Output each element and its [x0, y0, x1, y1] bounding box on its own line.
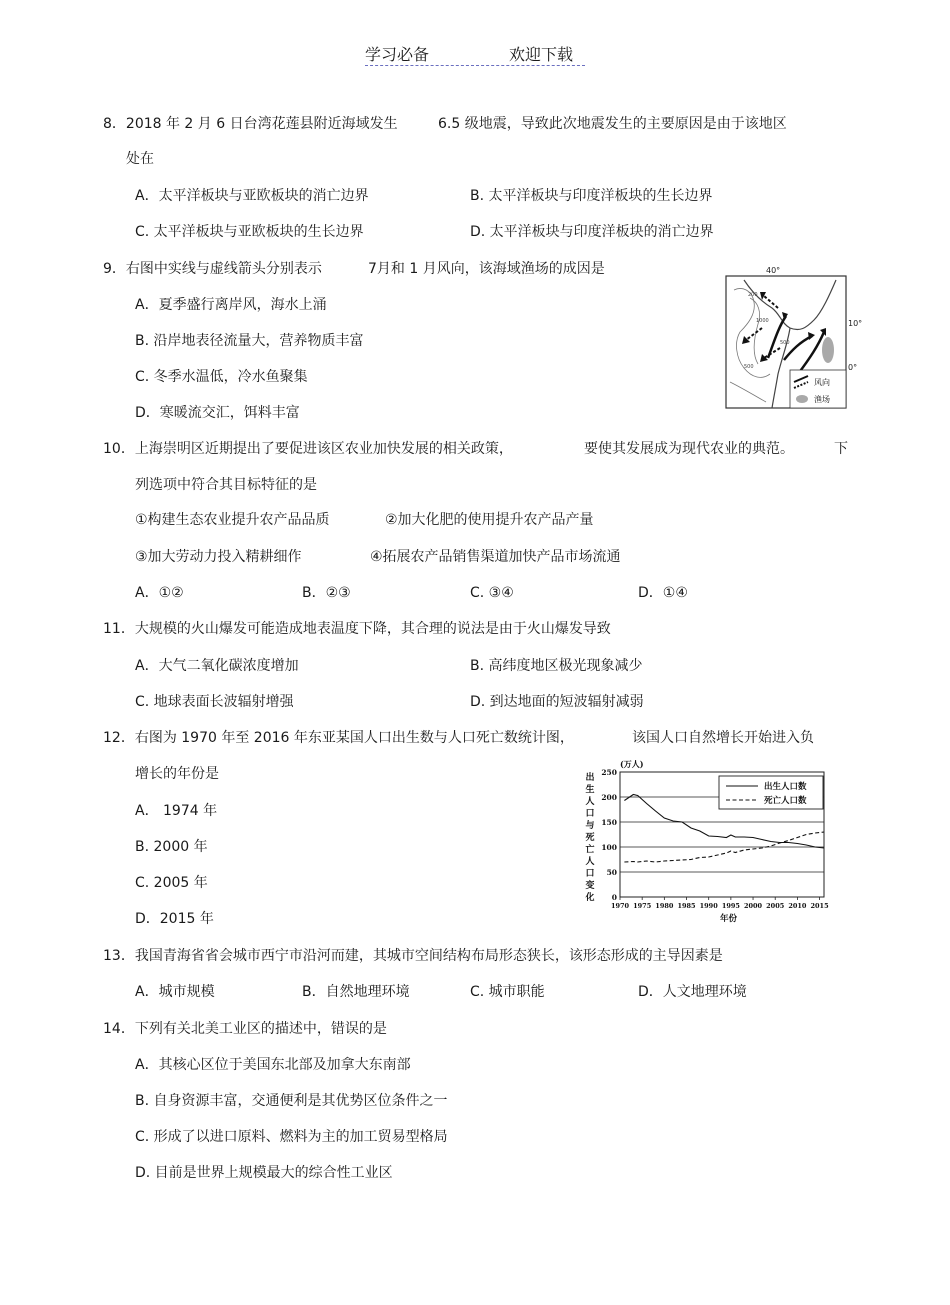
- data-point: [761, 847, 762, 848]
- data-point: [797, 837, 798, 838]
- data-point: [624, 861, 625, 862]
- data-point: [823, 831, 824, 832]
- q10-statement-3: ③加大劳动力投入精耕细作: [135, 549, 302, 565]
- lat-10-label: 10°: [848, 319, 862, 328]
- q9-option-b: B. 沿岸地表径流量大，营养物质丰富: [135, 333, 364, 349]
- population-chart: [580, 758, 840, 926]
- contour-500-label: 500: [744, 364, 754, 370]
- ylabel-char: 亡: [585, 845, 595, 855]
- data-point: [637, 861, 638, 862]
- header-left: 学习必备: [365, 45, 430, 64]
- q11-option-c: C. 地球表面长波辐射增强: [135, 694, 294, 710]
- q11-option-d: D. 到达地面的短波辐射减弱: [470, 694, 644, 710]
- y-tick-label: 0: [611, 893, 617, 902]
- data-point: [646, 803, 647, 804]
- data-point: [717, 854, 718, 855]
- ylabel-char: 人: [585, 797, 595, 807]
- q13-option-d: D．人文地理环境: [638, 984, 747, 1000]
- data-point: [815, 846, 816, 847]
- data-point: [797, 843, 798, 844]
- data-point: [744, 849, 745, 850]
- q12-option-a: A． 1974 年: [135, 803, 218, 819]
- q12-stem-a: 12．右图为 1970 年至 2016 年东亚某国人口出生数与人口死亡数统计图，: [103, 730, 574, 746]
- data-point: [752, 848, 753, 849]
- chart-x-label: 年份: [720, 914, 738, 924]
- q12-option-b: B. 2000 年: [135, 839, 208, 855]
- q10-option-a: A．①②: [135, 585, 184, 601]
- ylabel-char: 生: [585, 785, 595, 795]
- x-tick-label: 1970: [610, 902, 630, 910]
- ylabel-char: 变: [585, 881, 595, 891]
- ylabel-char: 口: [585, 809, 595, 819]
- x-tick-label: 2000: [743, 902, 763, 910]
- chart-ylabel: [584, 771, 594, 903]
- data-point: [624, 800, 625, 801]
- q8-stem-a: 8．2018 年 2 月 6 日台湾花莲县附近海域发生: [103, 116, 398, 132]
- q10-statement-2: ②加大化肥的使用提升农产品产量: [385, 512, 594, 528]
- data-point: [673, 860, 674, 861]
- q10-option-b: B．②③: [302, 585, 351, 601]
- ylabel-char: 人: [585, 857, 595, 867]
- q10-option-c: C. ③④: [470, 585, 514, 601]
- data-point: [655, 810, 656, 811]
- data-point: [664, 817, 665, 818]
- x-tick-label: 2010: [788, 902, 807, 910]
- q10-stem-c: 下: [834, 441, 848, 457]
- fishing-ground-shape: [822, 337, 834, 363]
- contour-200-label: 200: [748, 292, 758, 298]
- q10-statement-4: ④拓展农产品销售渠道加快产品市场流通: [370, 549, 621, 565]
- x-tick-label: 1975: [633, 902, 652, 910]
- q10-stem-a: 10．上海崇明区近期提出了要促进该区农业加快发展的相关政策，: [103, 441, 513, 457]
- header-right: 欢迎下载: [509, 45, 574, 64]
- q9-option-c: C. 冬季水温低，冷水鱼聚集: [135, 369, 308, 385]
- data-point: [806, 844, 807, 845]
- q10-option-d: D．①④: [638, 585, 688, 601]
- data-point: [655, 861, 656, 862]
- data-point: [730, 850, 731, 851]
- q14-option-d: D. 目前是世界上规模最大的综合性工业区: [135, 1165, 393, 1181]
- legend-death-label: 死亡人口数: [764, 796, 807, 806]
- data-point: [633, 861, 634, 862]
- legend-fish-swatch: [796, 395, 808, 403]
- data-point: [779, 842, 780, 843]
- lat-40-label: 40°: [766, 266, 781, 275]
- chart-x-ticks: [611, 897, 829, 910]
- q10-stem-b: 要使其发展成为现代农业的典范。: [584, 441, 794, 457]
- data-point: [735, 836, 736, 837]
- y-tick-label: 150: [601, 818, 617, 827]
- data-point: [717, 836, 718, 837]
- contour-1000-label: 1000: [756, 318, 769, 324]
- legend-birth-label: 出生人口数: [764, 782, 807, 792]
- contour-500-label: 500: [780, 340, 790, 346]
- data-point: [664, 860, 665, 861]
- data-point: [690, 827, 691, 828]
- ylabel-char: 化: [585, 893, 595, 903]
- q13-option-c: C. 城市职能: [470, 984, 545, 1000]
- data-point: [633, 794, 634, 795]
- x-tick-label: 2005: [766, 902, 785, 910]
- data-point: [752, 837, 753, 838]
- q9-stem-b: 7月和 1 月风向，该海域渔场的成因是: [368, 261, 605, 277]
- wind-fishery-map: [722, 262, 862, 412]
- q12-stem-c: 增长的年份是: [135, 766, 219, 782]
- q14-option-c: C. 形成了以进口原料、燃料为主的加工贸易型格局: [135, 1129, 448, 1145]
- data-point: [673, 820, 674, 821]
- y-tick-label: 200: [601, 793, 617, 802]
- lat-0-label: 0°: [848, 363, 858, 372]
- q12-stem-b: 该国人口自然增长开始进入负: [632, 730, 814, 746]
- q13-stem: 13．我国青海省省会城市西宁市沿河而建，其城市空间结构布局形态狭长，该形态形成的主导因素是: [103, 948, 723, 964]
- data-point: [637, 795, 638, 796]
- ylabel-char: 死: [585, 833, 595, 843]
- data-point: [699, 830, 700, 831]
- q10-statement-1: ①构建生态农业提升农产品品质: [135, 512, 330, 528]
- q9-option-a: A．夏季盛行离岸风，海水上涌: [135, 297, 327, 313]
- q8-option-a: A．太平洋板块与亚欧板块的消亡边界: [135, 188, 369, 204]
- q8-option-d: D. 太平洋板块与印度洋板块的消亡边界: [470, 224, 714, 240]
- data-point: [708, 835, 709, 836]
- x-tick-label: 2015: [810, 902, 829, 910]
- q8-stem-b: 6.5 级地震，导致此次地震发生的主要原因是由于该地区: [438, 116, 787, 132]
- data-point: [770, 841, 771, 842]
- data-point: [735, 852, 736, 853]
- q11-stem: 11．大规模的火山爆发可能造成地表温度下降，其合理的说法是由于火山爆发导致: [103, 621, 611, 637]
- data-point: [708, 856, 709, 857]
- y-tick-label: 100: [601, 843, 617, 852]
- q13-option-b: B．自然地理环境: [302, 984, 410, 1000]
- q11-option-a: A．大气二氧化碳浓度增加: [135, 658, 299, 674]
- q13-option-a: A．城市规模: [135, 984, 215, 1000]
- q8-stem-c: 处在: [126, 151, 154, 167]
- data-point: [770, 845, 771, 846]
- data-point: [761, 839, 762, 840]
- x-tick-label: 1980: [655, 902, 674, 910]
- data-point: [806, 834, 807, 835]
- chart-y-ticks: [601, 768, 617, 902]
- data-point: [699, 857, 700, 858]
- q8-option-b: B. 太平洋板块与印度洋板块的生长边界: [470, 188, 713, 204]
- q12-option-d: D．2015 年: [135, 911, 214, 927]
- data-point: [726, 852, 727, 853]
- page-header: [365, 42, 585, 66]
- y-tick-label: 250: [601, 768, 617, 777]
- q11-option-b: B. 高纬度地区极光现象减少: [470, 658, 643, 674]
- q14-stem: 14．下列有关北美工业区的描述中，错误的是: [103, 1021, 387, 1037]
- y-tick-label: 50: [606, 868, 617, 877]
- data-point: [730, 834, 731, 835]
- x-tick-label: 1995: [721, 902, 740, 910]
- data-point: [726, 837, 727, 838]
- data-point: [744, 836, 745, 837]
- q8-option-c: C. 太平洋板块与亚欧板块的生长边界: [135, 224, 364, 240]
- q9-stem-a: 9．右图中实线与虚线箭头分别表示: [103, 261, 322, 277]
- q9-option-d: D．寒暖流交汇，饵料丰富: [135, 405, 300, 421]
- data-point: [815, 832, 816, 833]
- q12-option-c: C. 2005 年: [135, 875, 208, 891]
- legend-wind-label: 风向: [814, 378, 830, 387]
- q10-stem-d: 列选项中符合其目标特征的是: [135, 477, 317, 493]
- data-point: [646, 860, 647, 861]
- legend-fish-label: 渔场: [814, 395, 830, 404]
- data-point: [788, 842, 789, 843]
- q14-option-b: B. 自身资源丰富，交通便利是其优势区位条件之一: [135, 1093, 448, 1109]
- data-point: [690, 859, 691, 860]
- chart-y-unit: (万人): [620, 759, 644, 769]
- x-tick-label: 1985: [677, 902, 696, 910]
- data-point: [788, 840, 789, 841]
- q14-option-a: A．其核心区位于美国东北部及加拿大东南部: [135, 1057, 411, 1073]
- ylabel-char: 口: [585, 869, 595, 879]
- data-point: [823, 847, 824, 848]
- x-tick-label: 1990: [699, 902, 718, 910]
- ylabel-char: 出: [585, 773, 595, 783]
- ylabel-char: 与: [585, 821, 595, 831]
- data-point: [682, 859, 683, 860]
- data-point: [682, 821, 683, 822]
